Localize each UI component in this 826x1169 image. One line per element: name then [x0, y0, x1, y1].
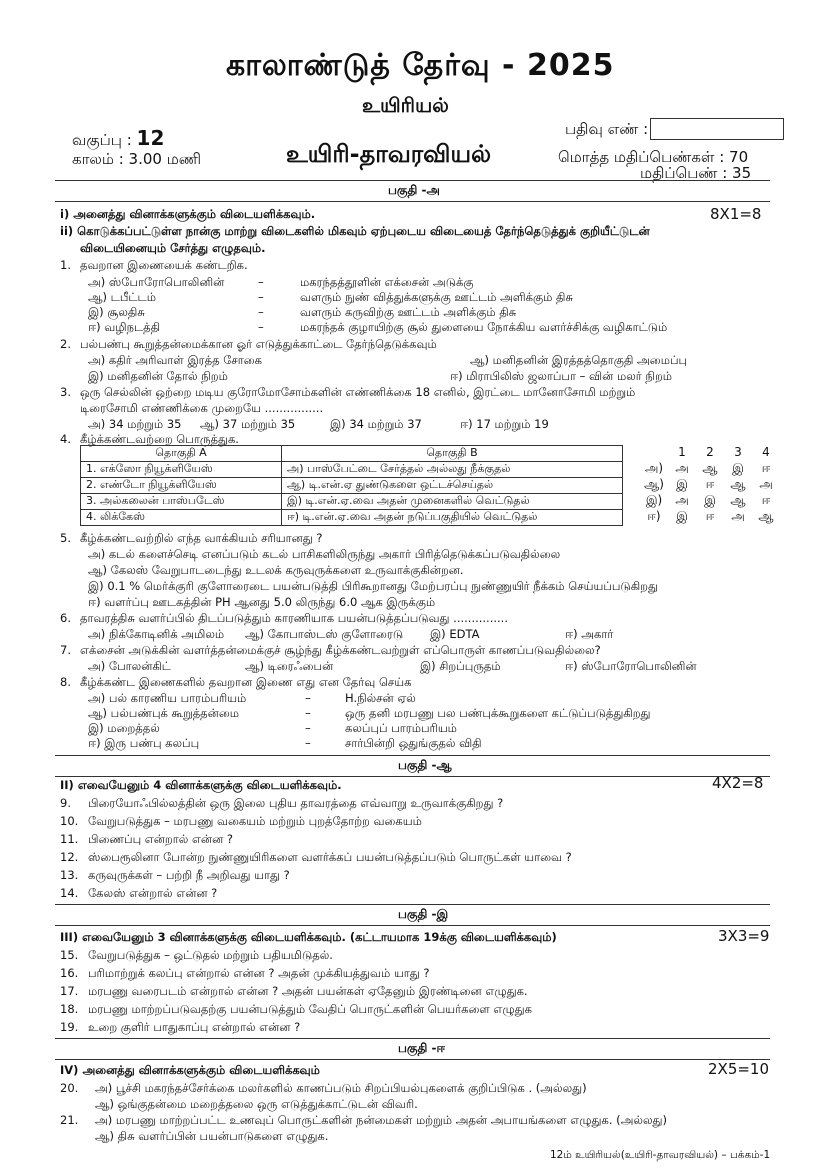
q2-opt-d: ஈ) மிராபிலிஸ் ஜலாப்பா – வின் மலர் நிறம் [450, 369, 673, 383]
q6-opt-b: ஆ) கோபாஸ்டஸ் குளோரைடு [245, 627, 404, 641]
table-cell: அ) பாஸ்பேட்டை சேர்த்தல் அல்லது நீக்குதல் [282, 462, 623, 478]
part-b-heading: பகுதி -ஆ [398, 758, 452, 772]
q1-opt-d: ஈ) வழிநடத்தி [88, 320, 161, 334]
code-cell: ஆ [730, 493, 746, 507]
q1-match-d: மகரந்தக் குழாயிற்கு சூல் துளையை நோக்கிய வளர்ச்சிக்கு வழிகாட்டும் [300, 320, 668, 334]
q11-num: 11. [60, 832, 79, 846]
code-cell: ஈ [761, 461, 771, 475]
q20-opt-a: அ) பூச்சி மகரந்தச்சேர்க்கை மலர்களில் காணப்படும் சிறப்பியல்புகளைக் குறிப்பிடுக . (அல்லது) [95, 1081, 587, 1095]
q12-text: ஸ்பைரூலினா போன்ற நுண்ணுயிரிகளை வளர்க்கப் பயன்படுத்தப்படும் பொருட்கள் யாவை ? [88, 850, 572, 864]
q5-opt-b: ஆ) கேலஸ் வேறுபாடடைந்து உடலக் கருவுருக்களை உருவாக்குகின்றன. [88, 563, 464, 577]
table-row [81, 462, 623, 478]
q12-num: 12. [60, 850, 79, 864]
q1-text: தவறான இணையைக் கண்டறிக. [80, 258, 248, 272]
reg-label: பதிவு எண் : [565, 120, 649, 138]
q7-opt-b: ஆ) டிரைஃபைன் [245, 659, 334, 673]
q2-opt-a: அ) கதிர் அரிவாள் இரத்த சோகை [88, 353, 263, 367]
q8-dash: – [305, 736, 311, 750]
code-cell: அ [759, 477, 773, 491]
part-a-instr2: ii) கொடுக்கப்பட்டுள்ள நான்கு மாற்று விடைகளில் மிகவும் ஏற்புடைய விடையைத் தேர்ந்தெடுத்துக் குறியீட்டுடன் [60, 224, 650, 238]
q8-opt-b: ஆ) பல்பண்புக் கூறுத்தன்மை [88, 706, 239, 720]
code-cell: இ [676, 509, 688, 523]
q9-text: பிரையோஃபில்லத்தின் ஒரு இலை புதிய தாவரத்தை எவ்வாறு உருவாக்குகிறது ? [88, 796, 504, 810]
q14-text: கேலஸ் என்றால் என்ன ? [88, 886, 218, 900]
part-a-heading: பகுதி -அ [388, 183, 440, 197]
q5-opt-a: அ) கடல் களைச்செடி எனப்படும் கடல் பாசிகளிலிருந்து அகார் பிரித்தெடுக்கப்படுவதில்லை [88, 547, 561, 561]
q20-opt-b: ஆ) ஒங்குதன்மை மறைத்தலை ஒரு எடுத்துக்காட்டுடன் விவரி. [95, 1097, 418, 1111]
q6-text: தாவரத்திசு வளர்ப்பில் திடப்படுத்தும் காரணியாக பயன்படுத்தப்படுவது ............... [80, 611, 508, 625]
part-c-instr: III) எவையேனும் 3 வினாக்களுக்கு விடையளிக்கவும். (கட்டாயமாக 19க்கு விடையளிக்கவும்) [60, 930, 557, 944]
q11-text: பிணைப்பு என்றால் என்ன ? [88, 832, 233, 846]
q1-opt-a: அ) ஸ்போரோபொலினின் [88, 275, 225, 289]
table-cell: 4. லிக்கேஸ் [81, 510, 282, 526]
q13-num: 13. [60, 868, 79, 882]
q9-num: 9. [60, 796, 71, 810]
q8-text: கீழ்க்கண்ட இணைகளில் தவறான இணை எது என தேர்வு செய்க [80, 675, 412, 689]
exam-title: காலாண்டுத் தேர்வு - 2025 [226, 48, 615, 83]
part-b-marks: 4X2=8 [712, 774, 764, 792]
q6-opt-a: அ) நிக்கோடினிக் அமிலம் [88, 627, 225, 641]
total-marks: மொத்த மதிப்பெண்கள் : 70 [558, 148, 749, 166]
code-head: 1 [678, 445, 686, 459]
code-cell: அ [675, 461, 689, 475]
q5-num: 5. [60, 531, 71, 545]
page-footer: 12ம் உயிரியல்(உயிரி-தாவரவியல்) – பக்கம்-1 [550, 1149, 771, 1161]
table-cell: ஈ) டி.என்.ஏ.வை அதன் நடுப்பகுதியில் வெட்டுதல் [282, 510, 623, 526]
table-row [81, 494, 623, 510]
q3-opt-a: அ) 34 மற்றும் 35 [88, 417, 182, 431]
q1-opt-b: ஆ) டபீட்டம் [88, 290, 156, 304]
code-cell: ஆ [702, 461, 718, 475]
q18-num: 18. [60, 1002, 79, 1016]
q8-match-d: சார்பின்றி ஒதுங்குதல் விதி [345, 736, 482, 750]
table-cell: இ) டி.என்.ஏ.வை அதன் முனைகளில் வெட்டுதல் [282, 494, 623, 510]
part-b-instr: II) எவையேனும் 4 வினாக்களுக்கு விடையளிக்கவும். [60, 778, 342, 792]
code-cell: ஈ [705, 509, 715, 523]
marks: மதிப்பெண் : 35 [640, 164, 752, 182]
q7-opt-c: இ) சிறப்புருதம் [420, 659, 501, 673]
code-label: அ) [644, 461, 664, 475]
table-cell: 2. எண்டோ நியூக்ளியேஸ் [81, 478, 282, 494]
q21-opt-a: அ) மரபணு மாற்றப்பட்ட உணவுப் பொருட்களின் நன்மைகள் மற்றும் அதன் அபாயங்களை எழுதுக. (அல்லது) [95, 1113, 667, 1127]
q3-opt-d: ஈ) 17 மற்றும் 19 [460, 417, 549, 431]
code-cell: இ [704, 493, 716, 507]
table-row [81, 510, 623, 526]
q10-num: 10. [60, 814, 79, 828]
q2-opt-c: இ) மனிதனின் தோல் நிறம் [88, 369, 228, 383]
code-row [640, 461, 780, 477]
code-cell: அ [675, 493, 689, 507]
q17-num: 17. [60, 984, 79, 998]
q19-num: 19. [60, 1020, 79, 1034]
q16-num: 16. [60, 966, 79, 980]
q3-opt-c: இ) 34 மற்றும் 37 [330, 417, 422, 431]
q16-text: பரிமாற்றுக் கலப்பு என்றால் என்ன ? அதன் முக்கியத்துவம் யாது ? [88, 966, 430, 980]
code-cell: இ [676, 477, 688, 491]
match-table [80, 445, 623, 526]
q1-match-c: வளரும் கருவிற்கு ஊட்டம் அளிக்கும் திசு [300, 305, 517, 319]
q3-text: ஒரு செல்லின் ஒற்றை மடிய குரோமோசோம்களின் எண்ணிக்கை 18 எனில், இரட்டை மானோசோமி மற்றும் [80, 385, 636, 399]
q3-opt-b: ஆ) 37 மற்றும் 35 [200, 417, 296, 431]
q2-num: 2. [60, 337, 71, 351]
part-c-marks: 3X3=9 [718, 927, 770, 945]
col-a-header: தொகுதி A [81, 446, 282, 462]
q4-num: 4. [60, 432, 71, 446]
code-row [640, 477, 780, 493]
q2-opt-b: ஆ) மனிதனின் இரத்தத்தொகுதி அமைப்பு [470, 353, 688, 367]
q8-match-b: ஒரு தனி மரபணு பல பண்புக்கூறுகளை கட்டுப்படுத்துகிறது [345, 706, 651, 720]
q15-num: 15. [60, 948, 79, 962]
part-a-instr1: i) அனைத்து வினாக்களுக்கும் விடையளிக்கவும். [60, 207, 316, 221]
col-b-header: தொகுதி B [282, 446, 623, 462]
class-value: 12 [136, 126, 165, 150]
code-label: ஆ) [644, 477, 664, 491]
q8-match-c: கலப்புப் பாரம்பரியம் [345, 721, 457, 735]
q3-num: 3. [60, 385, 71, 399]
q1-match-b: வளரும் நுண் வித்துக்களுக்கு ஊட்டம் அளிக்கும் திசு [300, 290, 573, 304]
q1-match-a: மகரந்தத்தூளின் எக்சைன் அடுக்கு [300, 275, 474, 289]
code-cell: ஈ [705, 477, 715, 491]
code-label: ஈ) [647, 509, 661, 523]
code-row [640, 493, 780, 509]
table-row [81, 478, 623, 494]
q6-num: 6. [60, 611, 71, 625]
q21-num: 21. [60, 1113, 79, 1127]
table-cell: 1. எக்ஸோ நியூக்ளியேஸ் [81, 462, 282, 478]
code-row [640, 509, 780, 525]
q8-opt-c: இ) மறைத்தல் [88, 721, 160, 735]
q6-opt-c: இ) EDTA [430, 627, 480, 641]
q1-dash: – [258, 305, 264, 319]
code-cell: ஆ [730, 477, 746, 491]
q2-text: பல்பண்பு கூறுத்தன்மைக்கான ஓர் எடுத்துக்காட்டை தேர்ந்தெடுக்கவும் [80, 337, 437, 351]
q1-num: 1. [60, 258, 71, 272]
part-a-instr3: விடையினையும் சேர்த்து எழுதவும். [80, 241, 266, 255]
q8-num: 8. [60, 675, 71, 689]
table-cell: ஆ) டி.என்.ஏ துண்டுகளை ஒட்டச்செய்தல் [282, 478, 623, 494]
code-label: இ) [645, 493, 663, 507]
q7-opt-a: அ) போலன்கிட் [88, 659, 171, 673]
q8-dash: – [305, 706, 311, 720]
code-head: 4 [762, 445, 770, 459]
q7-num: 7. [60, 643, 71, 657]
code-cell: ஈ [761, 493, 771, 507]
q19-text: உறை குளிர் பாதுகாப்பு என்றால் என்ன ? [88, 1020, 301, 1034]
match-table-header [81, 446, 623, 462]
q17-text: மரபணு வரைபடம் என்றால் என்ன ? அதன் பயன்கள் ஏதேனும் இரண்டினை எழுதுக. [88, 984, 528, 998]
code-head: 2 [706, 445, 714, 459]
q8-match-a: H.நில்சன் ஏல் [345, 691, 416, 705]
q8-dash: – [305, 721, 311, 735]
part-d-instr: IV) அனைத்து வினாக்களுக்கும் விடையளிக்கவும் [60, 1063, 320, 1077]
subject-subtitle: உயிரி-தாவரவியல் [286, 140, 491, 168]
q14-num: 14. [60, 886, 79, 900]
q7-text: எக்சைன் அடுக்கின் வளர்த்தன்மைக்குச் சூழ்ந்து கீழ்க்கண்டவற்றுள் எப்பொருள் காணப்படுவதில்லை? [80, 643, 601, 657]
q5-opt-c: இ) 0.1 % மெர்க்குரி குளோரைடை பயன்படுத்தி பிரிகூறானது மேற்பரப்பு நுண்ணுயிர் நீக்கம் செய்யப்படுகிறது [88, 579, 658, 593]
time-label: காலம் : 3.00 மணி [72, 150, 202, 168]
q20-num: 20. [60, 1081, 79, 1095]
code-cell: அ [731, 509, 745, 523]
code-cell: இ [732, 461, 744, 475]
q8-dash: – [305, 691, 311, 705]
table-cell: 3. அல்கலைன் பாஸ்படேஸ் [81, 494, 282, 510]
part-c-heading: பகுதி -இ [398, 907, 449, 921]
q3-text2: டிரைசோமி எண்ணிக்கை முறையே ................ [80, 401, 324, 415]
reg-number-box[interactable] [650, 118, 784, 140]
q13-text: கருவுருக்கள் – பற்றி நீ அறிவது யாது ? [88, 868, 290, 882]
q10-text: வேறுபடுத்துக – மரபணு வகையம் மற்றும் புறத்தோற்ற வகையம் [88, 814, 422, 828]
part-d-heading: பகுதி -ஈ [398, 1041, 445, 1055]
code-cell: ஆ [758, 509, 774, 523]
part-a-marks: 8X1=8 [710, 205, 762, 223]
q21-opt-b: ஆ) திசு வளர்ப்பின் பயன்பாடுகளை எழுதுக. [95, 1129, 329, 1143]
q5-text: கீழ்க்கண்டவற்றில் எந்த வாக்கியம் சரியானது ? [80, 531, 323, 545]
q7-opt-d: ஈ) ஸ்போரோபொலினின் [565, 659, 697, 673]
code-heads [668, 445, 780, 459]
q6-opt-d: ஈ) அகார் [565, 627, 614, 641]
q1-opt-c: இ) சூலதிசு [88, 305, 145, 319]
q8-opt-d: ஈ) இரு பண்பு கலப்பு [88, 736, 200, 750]
q18-text: மரபணு மாற்றப்படுவதற்கு பயன்படுத்தும் வேதிப் பொருட்களின் பெயர்களை எழுதுக [88, 1002, 532, 1016]
class-label: வகுப்பு : 12 [72, 126, 165, 150]
code-head: 3 [734, 445, 742, 459]
q8-opt-a: அ) பல் காரணிய பாரம்பரியம் [88, 691, 247, 705]
subject-title: உயிரியல் [362, 93, 449, 117]
q1-dash: – [258, 275, 264, 289]
q1-dash: – [258, 320, 264, 334]
q4-text: கீழ்க்கண்டவற்றை பொருத்துக. [80, 432, 239, 446]
q15-text: வேறுபடுத்துக – ஒட்டுதல் மற்றும் பதியமிடுதல். [88, 948, 333, 962]
part-d-marks: 2X5=10 [708, 1060, 770, 1078]
q5-opt-d: ஈ) வளர்ப்பு ஊடகத்தின் PH ஆனது 5.0 லிருந்து 6.0 ஆக இருக்கும் [88, 595, 436, 609]
q1-dash: – [258, 290, 264, 304]
